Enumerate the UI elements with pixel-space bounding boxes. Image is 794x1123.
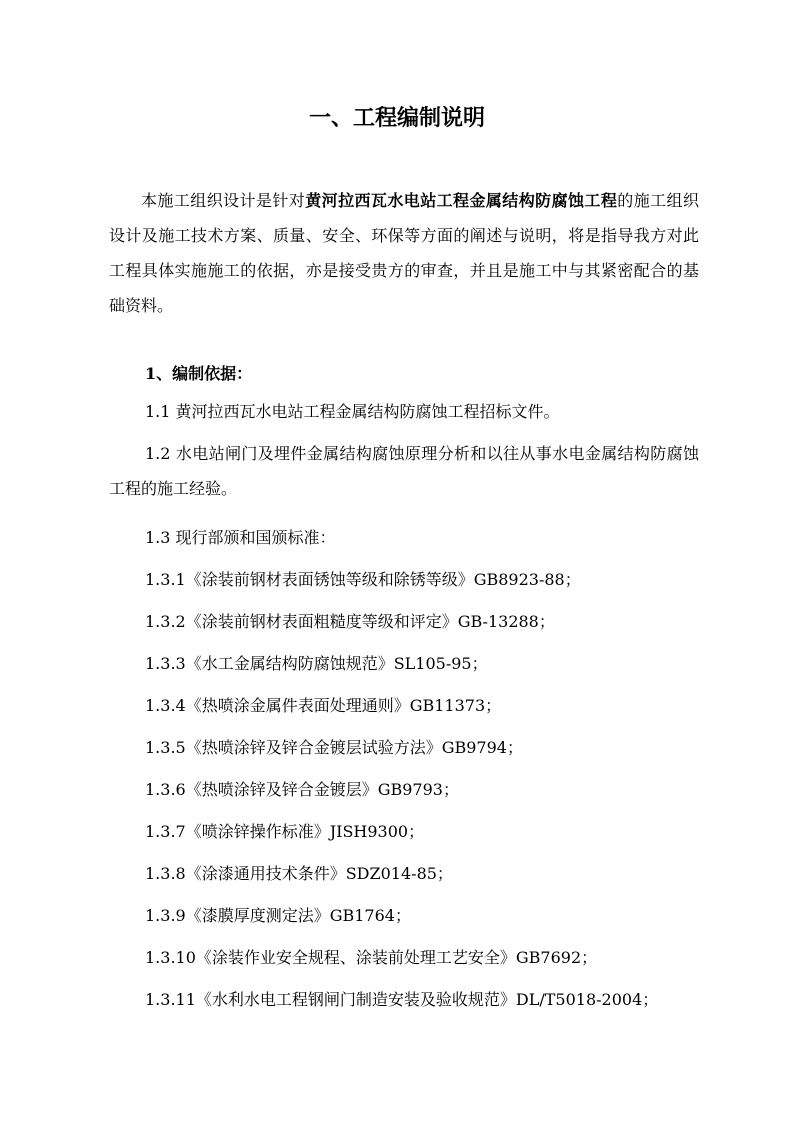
list-item: 1.1 黄河拉西瓦水电站工程金属结构防腐蚀工程招标文件。: [145, 402, 560, 421]
list-item: 1.3.11《水利水电工程钢闸门制造安装及验收规范》DL/T5018-2004；: [145, 990, 659, 1009]
list-item: 1.3.5《热喷涂锌及锌合金镀层试验方法》GB9794；: [145, 738, 523, 757]
list-item: 1.2 水电站闸门及埋件金属结构腐蚀原理分析和以往从事水电金属结构防腐蚀工程的施工经验。: [109, 444, 699, 498]
list-item: 1.3.8《涂漆通用技术条件》SDZ014-85；: [145, 864, 453, 883]
list-item: 1.3.1《涂装前钢材表面锈蚀等级和除锈等级》GB8923-88；: [145, 570, 581, 589]
list-item: 1.3.2《涂装前钢材表面粗糙度等级和评定》GB-13288；: [145, 612, 555, 631]
list-item: 1.3.3《水工金属结构防腐蚀规范》SL105-95；: [145, 654, 488, 673]
list-item: 1.3.4《热喷涂金属件表面处理通则》GB11373；: [145, 696, 502, 715]
project-name: 黄河拉西瓦水电站工程金属结构防腐蚀工程: [305, 191, 618, 210]
list-item: 1.3.10《涂装作业安全规程、涂装前处理工艺安全》GB7692；: [145, 948, 598, 967]
list-item: 1.3.6《热喷涂锌及锌合金镀层》GB9793；: [145, 780, 459, 799]
intro-text-after: 的施工组织设计及施工技术方案、质量、安全、环保等方面的阐述与说明，将是指导我方对此工程具体实施施工的依据，亦是接受贵方的审查，并且是施工中与其紧密配合的基础资料。: [109, 191, 699, 315]
intro-text-before: 本施工组织设计是针对: [141, 191, 306, 210]
section-heading: 1、编制依据：: [145, 364, 253, 383]
list-item: 1.3.9《漆膜厚度测定法》GB1764；: [145, 906, 411, 925]
list-item: 1.3 现行部颁和国颁标准：: [145, 528, 336, 547]
page-title: 一、工程编制说明: [308, 105, 485, 131]
list-item: 1.3.7《喷涂锌操作标准》JISH9300；: [145, 822, 425, 841]
intro-paragraph: [109, 183, 699, 323]
